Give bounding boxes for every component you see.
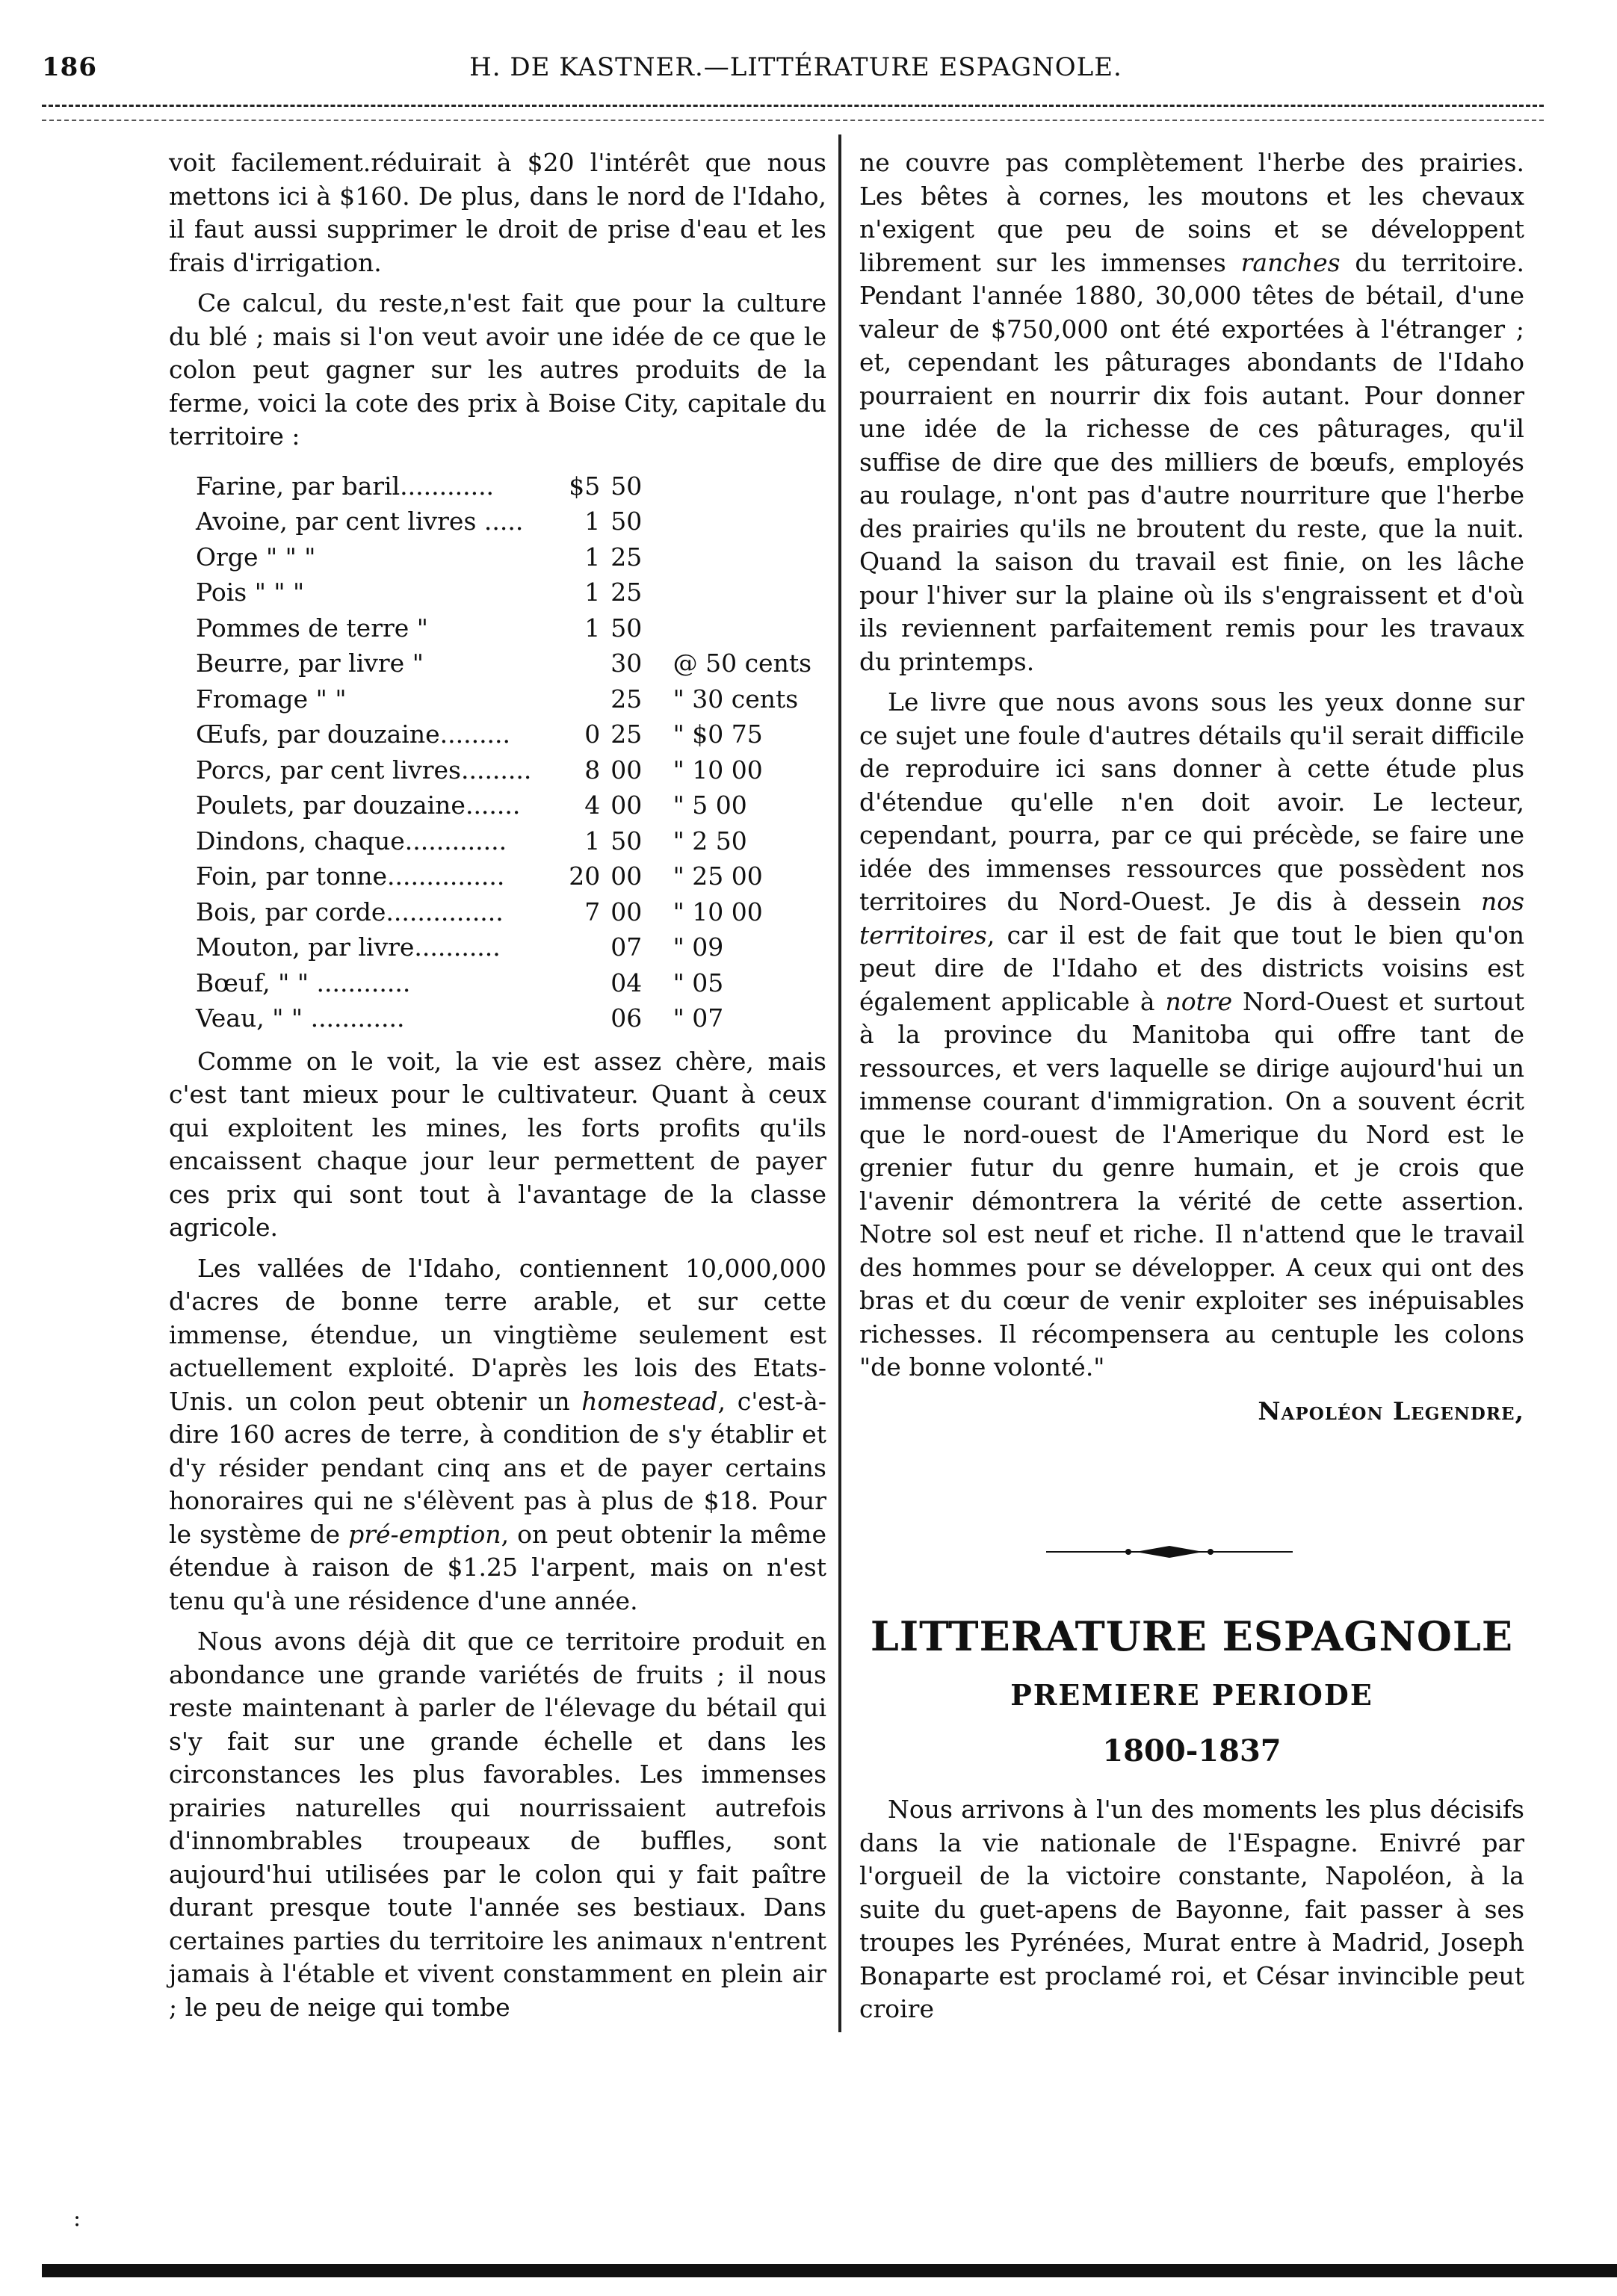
price-row [196, 752, 826, 788]
right-column [859, 146, 1524, 1428]
price-item: Avoine, par cent livres ..... [196, 507, 524, 536]
running-title: H. DE KASTNER.—LITTÉRATURE ESPAGNOLE. [469, 52, 1122, 82]
price-row [196, 823, 826, 859]
paragraph: Nous arrivons à l'un des moments les plus décisifs dans la vie nationale de l'Espagne. Enivré par l'orgueil de la victoire constante, Napoléon, à la suite du guet-apens de Bayonne, fait passer à ses troupes les Pyrénées, Murat entre à Madrid, Joseph Bonaparte est proclamé roi, et César invincible peut croire [859, 1795, 1524, 2023]
price-cents: 50 [610, 471, 643, 501]
paragraph: Comme on le voit, la vie est assez chère, mais c'est tant mieux pour le cultivateur. Quant à ceux qui exploitent les mines, les forts profits qu'ils encaissent chaque jour leur permettent de payer ces prix qui sont tout à l'avantage de la classe agricole. [169, 1046, 826, 1242]
price-main: 0 [584, 720, 601, 749]
footer-marks: : [73, 2206, 81, 2232]
price-note: " 09 [673, 932, 724, 962]
page-number: 186 [42, 52, 97, 82]
price-note: " 05 [673, 968, 724, 997]
nos-territoires-term: nos territoires [859, 887, 1524, 950]
paragraph: Ce calcul, du reste,n'est fait que pour la culture du blé ; mais si l'on veut avoir une idée de ce que le colon peut gagner sur les autres produits de la ferme, voici la cote des prix à Boise City, capitale du territoire : [169, 288, 826, 451]
price-note: " 10 00 [673, 897, 763, 926]
section-dates: 1800-1837 [1102, 1733, 1281, 1769]
price-row [196, 894, 826, 930]
price-item: Veau, " " ............ [196, 1003, 405, 1033]
price-main: 1 [584, 826, 601, 855]
price-main: 1 [584, 578, 601, 607]
price-item: Pommes de terre " [196, 613, 428, 643]
notre-term: notre [1165, 986, 1233, 1016]
price-note: " 10 00 [673, 755, 763, 785]
price-row [196, 717, 826, 752]
price-item: Foin, par tonne............... [196, 861, 505, 891]
price-item: Fromage " " [196, 684, 347, 714]
price-row [196, 858, 826, 894]
paragraph: Nous avons déjà dit que ce territoire produit en abondance une grande variétés de fruits ; il nous reste maintenant à parler de l'élevage du bétail qui s'y fait sur une grande échelle et dans les circonstances les plus favorables. Les immenses prairies naturelles qui nourrissaient autrefois d'innombrables troupeaux de buffles, sont aujourd'hui utilisées par le colon qui y fait paître durant presque toute l'année ses bestiaux. Dans certaines parties du territoire les animaux n'entrent jamais à l'étable et vivent constamment en plein air ; le peu de neige qui tombe [169, 1627, 826, 2022]
price-row [196, 539, 826, 575]
price-note: " 07 [673, 1003, 724, 1033]
price-item: Bois, par corde............... [196, 897, 504, 926]
column-divider [838, 134, 841, 2032]
price-row [196, 1000, 826, 1036]
price-cents: 25 [610, 684, 643, 714]
price-note [658, 610, 826, 646]
price-item: Porcs, par cent livres......... [196, 755, 532, 785]
price-main: $5 [569, 471, 601, 501]
price-cents: 04 [610, 968, 643, 997]
paragraph: voit facilement.réduirait à $20 l'intérêt que nous mettons ici à $160. De plus, dans le nord de l'Idaho, il faut aussi supprimer le droit de prise d'eau et les frais d'irrigation. [169, 148, 826, 277]
price-row [196, 929, 826, 965]
section-ornament [1046, 1543, 1293, 1561]
homestead-term: homestead [581, 1386, 718, 1416]
price-main: 20 [569, 861, 601, 891]
header-rule-secondary [42, 120, 1544, 121]
price-note: " 30 cents [673, 684, 799, 714]
signature: Napoléon Legendre, [1258, 1396, 1524, 1426]
paragraph: Le livre que nous avons sous les yeux donne sur ce sujet une foule d'autres détails qu'il serait difficile de reproduire ici sans donner à cette étude plus d'étendue qu'elle n'en doit avoir. Le lecteur, cependant, pourra, par ce qui précède, se faire une idée des immenses ressources que possèdent nos territoires du Nord-Ouest. Je dis à dessein nos territoires, car il est de fait que tout le bien qu'on peut dire de l'Idaho et des districts voisins est également applicable à notre Nord-Ouest et surtout à la province du Manitoba qui offre tant de ressources, et vers laquelle se dirige aujourd'hui un immense courant d'immigration. On a souvent écrit que le nord-ouest de l'Amerique du Nord est le grenier futur du genre humain, et je crois que l'avenir démontrera la vérité de cette assertion. Notre sol est neuf et riche. Il n'attend que le travail des hommes pour se développer. A ceux qui ont des bras et du cœur de venir exploiter ses inépuisables richesses. Il récompensera au centuple les colons "de bonne volonté." [859, 687, 1524, 1381]
price-item: Bœuf, " " ............ [196, 968, 411, 997]
preemption-term: pré-emption [348, 1519, 501, 1549]
price-cents: 50 [610, 613, 643, 643]
left-column [169, 146, 826, 2024]
price-item: Poulets, par douzaine....... [196, 790, 521, 820]
price-note: " 25 00 [673, 861, 763, 891]
section-subtitle: PREMIERE PERIODE [1010, 1678, 1373, 1712]
price-cents: 25 [610, 720, 643, 749]
price-main [548, 681, 611, 717]
price-cents: 25 [610, 578, 643, 607]
price-row [196, 575, 826, 610]
price-main [548, 646, 611, 681]
price-note: " 5 00 [673, 790, 747, 820]
price-item: Pois " " " [196, 578, 305, 607]
price-cents: 50 [610, 507, 643, 536]
price-cents: 00 [610, 897, 643, 926]
price-table [196, 468, 826, 1036]
price-note [658, 504, 826, 539]
price-cents: 50 [610, 826, 643, 855]
price-item: Farine, par baril............ [196, 471, 495, 501]
price-main: 4 [584, 790, 601, 820]
price-main: 1 [584, 507, 601, 536]
price-cents: 00 [610, 755, 643, 785]
price-item: Œufs, par douzaine......... [196, 720, 511, 749]
paragraph: ne couvre pas complètement l'herbe des prairies. Les bêtes à cornes, les moutons et les chevaux n'exigent que peu de soins et se développent librement sur les immenses ranches du territoire. Pendant l'année 1880, 30,000 têtes de bétail, d'une valeur de $750,000 ont été exportées à l'étranger ; et, cependant les pâturages abondants de l'Idaho pourraient en nourrir dix fois autant. Pour donner une idée de la richesse de ces pâturages, qu'il suffise de dire que des milliers de bœufs, employés au roulage, n'ont pas d'autre nourriture que l'herbe des prairies qu'ils ne broutent du reste, que la nuit. Quand la saison du travail est finie, on les lâche pour l'hiver sur la plaine où ils s'engraissent et d'où ils reviennent parfaitement remis pour les travaux du printemps. [859, 148, 1524, 676]
price-main [548, 1000, 611, 1036]
price-note: " 2 50 [673, 826, 747, 855]
price-row [196, 646, 826, 681]
page-header [42, 43, 1550, 88]
section-title: LITTERATURE ESPAGNOLE [870, 1612, 1514, 1660]
price-note: " $0 75 [673, 720, 763, 749]
price-main: 1 [584, 542, 601, 572]
paragraph: Les vallées de l'Idaho, contiennent 10,000,000 d'acres de bonne terre arable, et sur cette immense, étendue, un vingtième seulement est actuellement exploité. D'après les lois des Etats-Unis. un colon peut obtenir un homestead, c'est-à-dire 160 acres de terre, à condition de s'y établir et d'y résider pendant cinq ans et de payer certains honoraires qui ne s'élèvent pas à plus de $18. Pour le système de pré-emption, on peut obtenir la même étendue à raison de $1.25 l'arpent, mais on n'est tenu qu'à une résidence d'une année. [169, 1253, 826, 1615]
footer-bar [42, 2264, 1617, 2277]
price-cents: 30 [610, 649, 643, 678]
price-item: Beurre, par livre " [196, 649, 424, 678]
price-item: Mouton, par livre........... [196, 932, 501, 962]
price-note [658, 539, 826, 575]
price-row [196, 681, 826, 717]
price-note: @ 50 cents [673, 649, 812, 678]
price-cents: 07 [610, 932, 643, 962]
ranches-term: ranches [1240, 247, 1341, 277]
price-note [658, 575, 826, 610]
price-main: 7 [584, 897, 601, 926]
price-row [196, 468, 826, 504]
section-body [859, 1793, 1524, 2026]
price-main: 8 [584, 755, 601, 785]
price-row [196, 965, 826, 1001]
price-item: Orge " " " [196, 542, 316, 572]
price-cents: 06 [610, 1003, 643, 1033]
price-cents: 00 [610, 861, 643, 891]
price-main [548, 965, 611, 1001]
price-row [196, 504, 826, 539]
price-row [196, 610, 826, 646]
price-item: Dindons, chaque............. [196, 826, 507, 855]
price-cents: 00 [610, 790, 643, 820]
price-main [548, 929, 611, 965]
price-note [658, 468, 826, 504]
price-main: 1 [584, 613, 601, 643]
price-row [196, 787, 826, 823]
header-rule [42, 105, 1544, 107]
price-cents: 25 [610, 542, 643, 572]
